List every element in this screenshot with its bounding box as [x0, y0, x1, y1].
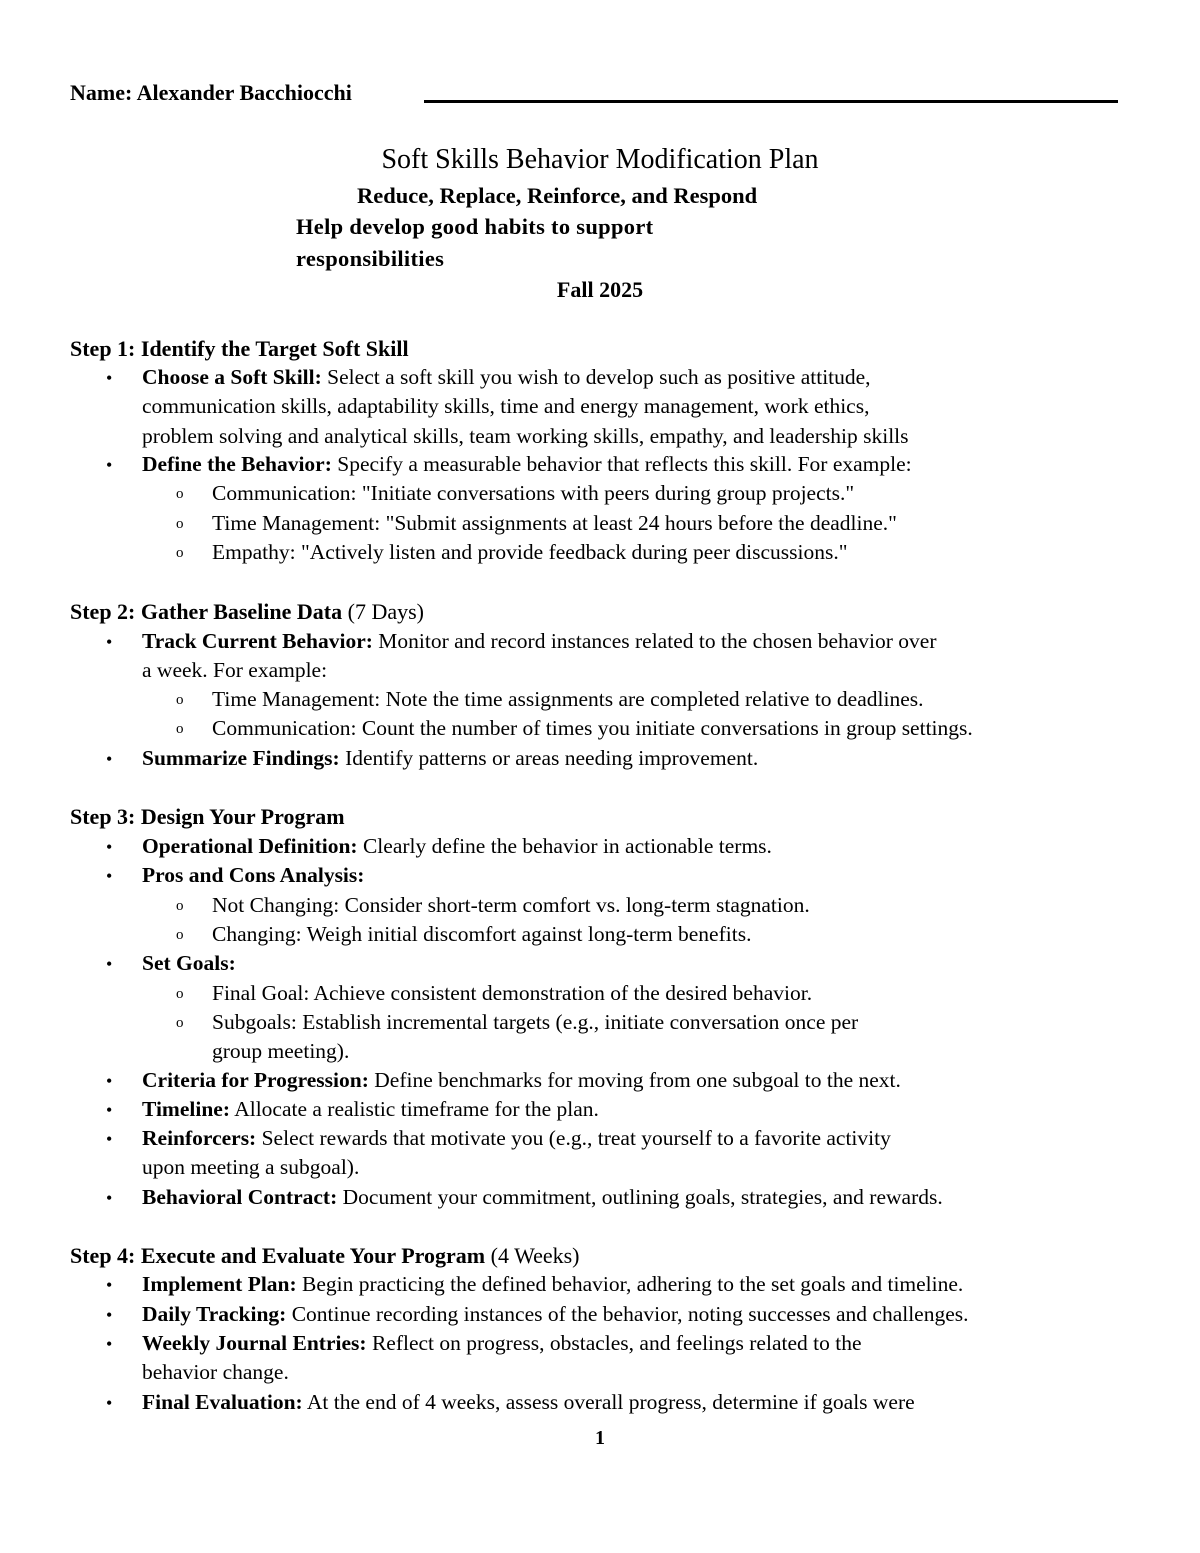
- step4-bullet2: Daily Tracking: Continue recording instances of the behavior, noting successes and challenges.: [142, 1302, 969, 1326]
- bullet-icon: •: [106, 1334, 113, 1354]
- sub-bullet-icon: o: [176, 986, 184, 1002]
- step4-heading: Step 4: Execute and Evaluate Your Program (4 Weeks): [70, 1243, 580, 1268]
- term-label: Fall 2025: [556, 277, 644, 302]
- step2-bullet2-line1: Summarize Findings: Identify patterns or areas needing improvement.: [142, 746, 759, 770]
- bullet-icon: •: [106, 954, 113, 974]
- step1-sub1: Communication: "Initiate conversations with peers during group projects.": [212, 481, 855, 505]
- help-line-2: responsibilities: [296, 246, 445, 271]
- step4-bullet3-line1: Weekly Journal Entries: Reflect on progress, obstacles, and feelings related to the: [142, 1331, 862, 1355]
- bullet-icon: •: [106, 1393, 113, 1413]
- step3-sub2: Changing: Weigh initial discomfort against long-term benefits.: [212, 922, 752, 946]
- bullet-icon: •: [106, 455, 113, 475]
- name-underline: [424, 100, 1118, 103]
- step3-sub3: Final Goal: Achieve consistent demonstration of the desired behavior.: [212, 981, 813, 1005]
- step1-bullet1-line3: problem solving and analytical skills, team working skills, empathy, and leadership skills: [142, 424, 909, 448]
- step1-sub3: Empathy: "Actively listen and provide feedback during peer discussions.": [212, 540, 848, 564]
- step3-bullet3: Set Goals:: [142, 951, 236, 975]
- step3-sub1: Not Changing: Consider short-term comfort vs. long-term stagnation.: [212, 893, 810, 917]
- step3-heading: Step 3: Design Your Program: [70, 804, 345, 829]
- step3-bullet4: Criteria for Progression: Define benchmarks for moving from one subgoal to the next.: [142, 1068, 901, 1092]
- document-subtitle: Reduce, Replace, Reinforce, and Respond: [357, 183, 758, 208]
- sub-bullet-icon: o: [176, 486, 184, 502]
- step2-sub1: Time Management: Note the time assignments are completed relative to deadlines.: [212, 687, 924, 711]
- sub-bullet-icon: o: [176, 692, 184, 708]
- step1-bullet1-line2: communication skills, adaptability skills, time and energy management, work ethics,: [142, 394, 870, 418]
- sub-bullet-icon: o: [176, 545, 184, 561]
- sub-bullet-icon: o: [176, 927, 184, 943]
- step3-bullet1: Operational Definition: Clearly define the behavior in actionable terms.: [142, 834, 772, 858]
- step2-sub2: Communication: Count the number of times you initiate conversations in group settings.: [212, 716, 973, 740]
- step3-bullet6-line1: Reinforcers: Select rewards that motivate you (e.g., treat yourself to a favorite activity: [142, 1126, 891, 1150]
- bullet-icon: •: [106, 837, 113, 857]
- step4-bullet1: Implement Plan: Begin practicing the defined behavior, adhering to the set goals and timeline.: [142, 1272, 964, 1296]
- step3-bullet5: Timeline: Allocate a realistic timeframe for the plan.: [142, 1097, 599, 1121]
- step3-bullet2: Pros and Cons Analysis:: [142, 863, 365, 887]
- sub-bullet-icon: o: [176, 1015, 184, 1031]
- document-title: Soft Skills Behavior Modification Plan: [381, 144, 819, 175]
- bullet-icon: •: [106, 632, 113, 652]
- step2-bullet1-line2: a week. For example:: [142, 658, 328, 682]
- sub-bullet-icon: o: [176, 516, 184, 532]
- help-line-1: Help develop good habits to support: [296, 214, 654, 239]
- bullet-icon: •: [106, 368, 113, 388]
- step1-sub2: Time Management: "Submit assignments at least 24 hours before the deadline.": [212, 511, 897, 535]
- step3-bullet6-line2: upon meeting a subgoal).: [142, 1155, 360, 1179]
- step4-bullet4-line1: Final Evaluation: At the end of 4 weeks, assess overall progress, determine if goals were: [142, 1390, 915, 1414]
- step2-heading: Step 2: Gather Baseline Data (7 Days): [70, 599, 425, 624]
- bullet-icon: •: [106, 1305, 113, 1325]
- bullet-icon: •: [106, 1100, 113, 1120]
- bullet-icon: •: [106, 1275, 113, 1295]
- step3-bullet7: Behavioral Contract: Document your commitment, outlining goals, strategies, and rewards.: [142, 1185, 943, 1209]
- step3-sub4-line1: Subgoals: Establish incremental targets (e.g., initiate conversation once per: [212, 1010, 859, 1034]
- sub-bullet-icon: o: [176, 721, 184, 737]
- step1-heading: Step 1: Identify the Target Soft Skill: [70, 336, 409, 361]
- step4-bullet3-line2: behavior change.: [142, 1360, 289, 1384]
- page-number: 1: [595, 1427, 605, 1449]
- bullet-icon: •: [106, 1129, 113, 1149]
- bullet-icon: •: [106, 866, 113, 886]
- bullet-icon: •: [106, 749, 113, 769]
- step3-sub4-line2: group meeting).: [212, 1039, 350, 1063]
- bullet-icon: •: [106, 1071, 113, 1091]
- step1-bullet1-line1: Choose a Soft Skill: Select a soft skill you wish to develop such as positive attitude,: [142, 365, 871, 389]
- step2-bullet1-line1: Track Current Behavior: Monitor and record instances related to the chosen behavior over: [142, 629, 937, 653]
- sub-bullet-icon: o: [176, 898, 184, 914]
- name-label: Name: Alexander Bacchiocchi: [70, 80, 352, 105]
- bullet-icon: •: [106, 1188, 113, 1208]
- step1-bullet2-line1: Define the Behavior: Specify a measurable behavior that reflects this skill. For example:: [142, 452, 912, 476]
